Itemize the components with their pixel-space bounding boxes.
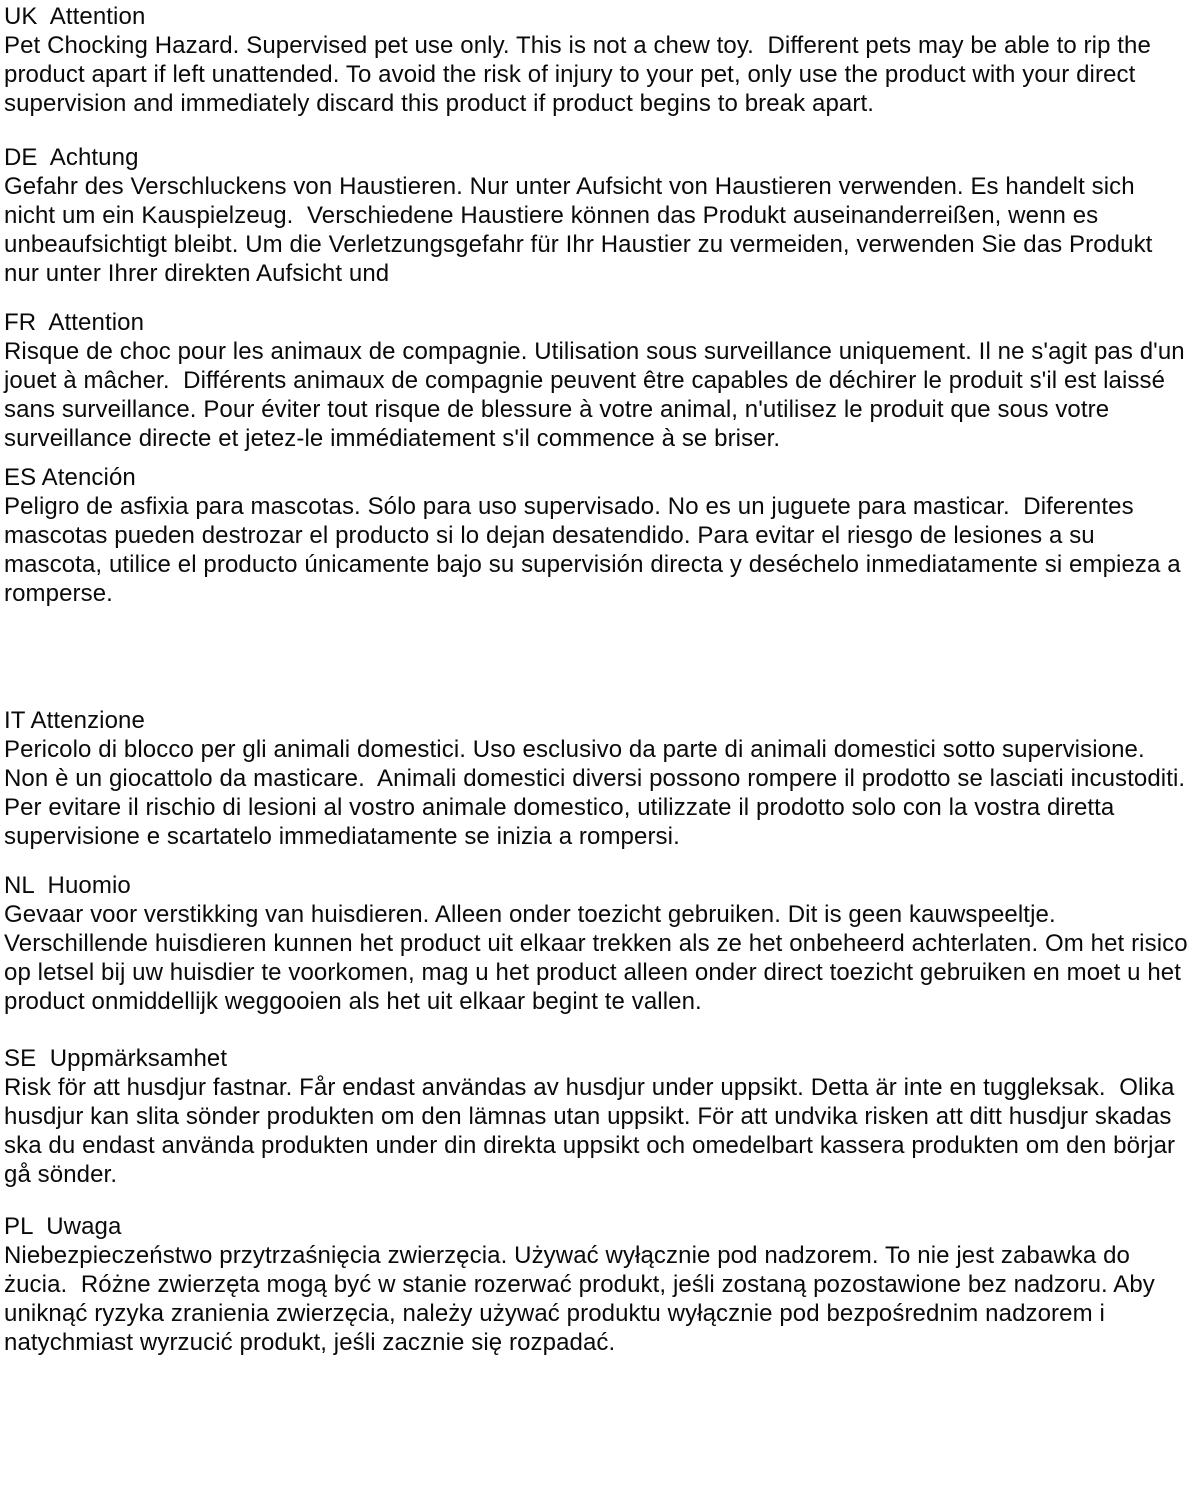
warning-section-es <box>4 463 1189 608</box>
warning-section-se <box>4 1044 1189 1189</box>
section-body-es: Peligro de asfixia para mascotas. Sólo para uso supervisado. No es un juguete para masticar. Diferentes mascotas pueden destrozar el producto si lo dejan desatendido. Para evitar el riesgo de lesiones a su mascota, utilice el producto únicamente bajo su supervisión directa y deséchelo inmediatamente si empieza a romperse. <box>4 493 1188 607</box>
section-body-nl: Gevaar voor verstikking van huisdieren. Alleen onder toezicht gebruiken. Dit is geen kauwspeeltje. Verschillende huisdieren kunnen het product uit elkaar trekken als ze het onbeheerd achterlaten. Om het risico op letsel bij uw huisdier te voorkomen, mag u het product alleen onder direct toezicht gebruiken en moet u het product onmiddellijk weggooien als het uit elkaar begint te vallen. <box>4 901 1195 1015</box>
section-heading-es: ES Atención <box>4 464 136 491</box>
section-body-uk: Pet Chocking Hazard. Supervised pet use only. This is not a chew toy. Different pets may be able to rip the product apart if left unattended. To avoid the risk of injury to your pet, only use the product with your direct supervision and immediately discard this product if product begins to break apart. <box>4 32 1158 117</box>
section-body-fr: Risque de choc pour les animaux de compagnie. Utilisation sous surveillance uniquement. Il ne s'agit pas d'un jouet à mâcher. Différents animaux de compagnie peuvent être capables de déchirer le produit s'il est laissé sans surveillance. Pour éviter tout risque de blessure à votre animal, n'utilisez le produit que sous votre surveillance directe et jetez-le immédiatement s'il commence à se briser. <box>4 338 1192 452</box>
warning-section-pl <box>4 1212 1189 1357</box>
warning-section-de <box>4 143 1189 288</box>
warning-section-nl <box>4 871 1195 1016</box>
section-heading-it: IT Attenzione <box>4 707 145 734</box>
section-heading-fr: FR Attention <box>4 309 145 336</box>
section-body-de: Gefahr des Verschluckens von Haustieren. Nur unter Aufsicht von Haustieren verwenden. Es handelt sich nicht um ein Kauspielzeug. Verschiedene Haustiere können das Produkt auseinanderreißen, wenn es unbeaufsichtigt bleibt. Um die Verletzungsgefahr für Ihr Haustier zu vermeiden, verwenden Sie das Produkt nur unter Ihrer direkten Aufsicht und <box>4 173 1160 287</box>
warning-section-fr <box>4 308 1192 453</box>
section-heading-se: SE Uppmärksamhet <box>4 1045 228 1072</box>
section-body-pl: Niebezpieczeństwo przytrzaśnięcia zwierzęcia. Używać wyłącznie pod nadzorem. To nie jest zabawka do żucia. Różne zwierzęta mogą być w stanie rozerwać produkt, jeśli zostaną pozostawione bez nadzoru. Aby uniknąć ryzyka zranienia zwierzęcia, należy używać produktu wyłącznie pod bezpośrednim nadzorem i natychmiast wyrzucić produkt, jeśli zacznie się rozpadać. <box>4 1242 1162 1356</box>
section-heading-uk: UK Attention <box>4 3 146 30</box>
warning-section-uk <box>4 2 1189 118</box>
section-heading-pl: PL Uwaga <box>4 1213 122 1240</box>
warning-section-it <box>4 706 1192 851</box>
section-heading-de: DE Achtung <box>4 144 139 171</box>
section-body-se: Risk för att husdjur fastnar. Får endast användas av husdjur under uppsikt. Detta är inte en tuggleksak. Olika husdjur kan slita sönder produkten om den lämnas utan uppsikt. För att undvika risken att ditt husdjur skadas ska du endast använda produkten under din direkta uppsikt och omedelbart kassera produkten om den börjar gå sönder. <box>4 1074 1182 1188</box>
section-body-it: Pericolo di blocco per gli animali domestici. Uso esclusivo da parte di animali domestici sotto supervisione. Non è un giocattolo da masticare. Animali domestici diversi possono rompere il prodotto se lasciati incustoditi. Per evitare il rischio di lesioni al vostro animale domestico, utilizzate il prodotto solo con la vostra diretta supervisione e scartatelo immediatamente se inizia a rompersi. <box>4 736 1192 850</box>
section-heading-nl: NL Huomio <box>4 872 131 899</box>
